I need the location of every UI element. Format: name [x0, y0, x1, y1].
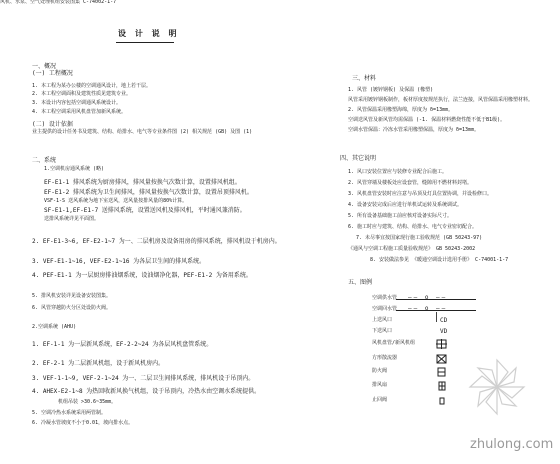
note-line: 6. 施工时应与建筑、结构、给排水、电气专业密切配合。 [348, 224, 478, 230]
left-line: 业主提供的设计任务书及建筑、结构、给排水、电气等专业条件图 (2) 相关规范 (GB) 及图 (1) [32, 129, 253, 135]
note-line: 8. 安装做法参见 《暖通空调设计选用手册》 C-74001-1-7 [370, 257, 509, 263]
fcu-icon [436, 339, 448, 349]
left-line: 送排风系统详见平面图。 [44, 216, 100, 222]
left-line: 3. 本设计内容包括空调通风系统设计。 [32, 100, 122, 106]
left-line: 6. 风管穿越防火分区处设防火阀。 [32, 305, 112, 311]
legend-heading: 五、图例 [348, 279, 373, 286]
left-line: 2. EF-2-1 为二层新风机组，设于新风机房内。 [32, 360, 165, 367]
legend-label: 方形散流器 [372, 355, 398, 361]
materials-line: 三、材料 [352, 75, 377, 82]
materials-line: 2. 风管保温采用橡塑海绵，厚度为 δ=13mm。 [348, 107, 454, 113]
note-line: 《通风与空调工程施工质量验收规范》 GB 50243-2002 [348, 246, 476, 252]
left-line: (二) 设计依据 [32, 121, 73, 128]
left-line: VSF-1-S 送风系统为地下室送风，送风量按排风量的80%计算。 [44, 198, 188, 204]
pipe-line [396, 310, 476, 311]
note-line: 5. 所有设备基础施工前应核对设备实际尺寸。 [348, 213, 453, 219]
watermark-text: zhulong.com [470, 437, 554, 452]
note-line: 4. 设备安装完成后应进行单机试运转及系统调试。 [348, 202, 463, 208]
note-line: 风机、水泵、空气处理机组安装图集 C-74002-1-7 [0, 0, 117, 5]
left-line: 6. 冷凝水管坡度不小于0.01，坡向排水点。 [32, 420, 134, 426]
left-line: 2. EF-E1-3~6, EF-E2-1~7 为一、二层机房及设备用房的排风系统，排风机设于机房内。 [32, 238, 281, 245]
legend-symbol: CD [440, 317, 448, 324]
left-line: 机组吊装 >30.6~35mm。 [58, 399, 117, 405]
left-line: 5. 排风机安装详见设备安装图集。 [32, 293, 112, 299]
legend-label: 下送风口 [372, 328, 393, 334]
firedamper-icon [436, 367, 448, 377]
left-line: EF-E1-1 排风系统为厨房排风，排风量按换气次数计算，设置排风机组。 [44, 179, 241, 186]
materials-line: 风管采用镀锌钢板制作，板材厚度按规范执行，法兰连接，风管保温采用橡塑材料。 [348, 97, 534, 103]
note-line: 2. 风管穿墙及楼板处应设套管，缝隙用不燃材料封堵。 [348, 180, 473, 186]
fan-icon [436, 381, 448, 391]
legend-label: 止回阀 [372, 397, 388, 403]
left-line: 1. 本工程为某办公楼的空调通风设计，地上若干层。 [32, 83, 152, 89]
note-line: 1. 风口安装位置应与装修专业配合后施工。 [348, 169, 448, 175]
left-line: SF-E1-1,EF-E1-7 送排风系统，设置送风机及排风机，平时通风兼消防。 [44, 207, 246, 214]
materials-line: 空调送风管及新风管均需保温 (-1. 保温材料燃烧性能不低于B1级)。 [348, 117, 506, 123]
left-line: 3. VEF-1-1~9, VEF-2-1~24 为一、二层卫生间排风系统，排风机设于吊顶内。 [32, 375, 255, 382]
left-line: 4. AHEX-E2-1~8 为热回收新风换气机组，设于吊顶内，冷热水由空调水系统提供。 [32, 388, 261, 395]
left-line: EF-E1-2 排风系统为卫生间排风，排风量按换气次数计算，设置吊顶排风机。 [44, 189, 253, 196]
left-line: 2.空调系统 (AHU) [32, 324, 77, 330]
page-title: 设 计 说 明 [118, 29, 179, 38]
left-line: 一、概况 [32, 63, 57, 70]
left-line: 5. 空调冷热水系统采用两管制。 [32, 410, 107, 416]
materials-line: 空调水管保温：冷冻水管采用橡塑保温，厚度为 δ=13mm。 [348, 127, 480, 133]
left-line: 2. 本工程空调面积及建筑性质见建筑专业。 [32, 91, 132, 97]
materials-line: 1. 风管 (镀锌钢板) 及保温 (橡塑) [348, 87, 434, 93]
diffuser-icon [436, 354, 448, 364]
left-line: 4. 本工程空调采用风机盘管加新风系统。 [32, 109, 127, 115]
left-line: 1.空调机房通风系统 (略) [44, 166, 105, 172]
legend-label: 空调回水管 [372, 306, 398, 312]
note-line: 四、其它说明 [340, 155, 377, 162]
legend-symbol: —— o —— [408, 294, 448, 301]
left-line: 4. PEF-E1-1 为一层厨房排油烟系统，设油烟净化器，PEF-E1-2 为备用系统。 [32, 272, 252, 279]
legend-label: 防火阀 [372, 368, 388, 374]
left-line: 3. VEF-E1-1~16, VEF-E2-1~16 为各层卫生间的排风系统。 [32, 258, 206, 265]
legend-symbol: VD [440, 328, 448, 335]
valve-icon [436, 396, 448, 406]
watermark-logo [462, 352, 532, 422]
legend-symbol: —— o —— [408, 305, 448, 312]
left-line: 二、系统 [32, 157, 57, 164]
legend-label: 上送风口 [372, 317, 393, 323]
flower-icon [462, 352, 532, 422]
symbol-connector [436, 312, 437, 322]
legend-label: 排风扇 [372, 382, 388, 388]
legend-label: 风机盘管/新风机组 [372, 340, 416, 346]
title-underline [116, 42, 174, 43]
note-line: 7. 未尽事宜按国家现行施工验收规范 (GB 50243-97) [356, 235, 483, 241]
pipe-line [396, 299, 476, 300]
left-line: (一) 工程概况 [32, 70, 73, 77]
left-line: 1. EF-1-1 为一层新风系统，EF-2-2~24 为各层风机盘管系统。 [32, 341, 213, 348]
legend-label: 空调供水管 [372, 295, 398, 301]
note-line: 3. 风机盘管安装时应注意与吊顶及灯具位置协调，并设检修口。 [348, 191, 493, 197]
